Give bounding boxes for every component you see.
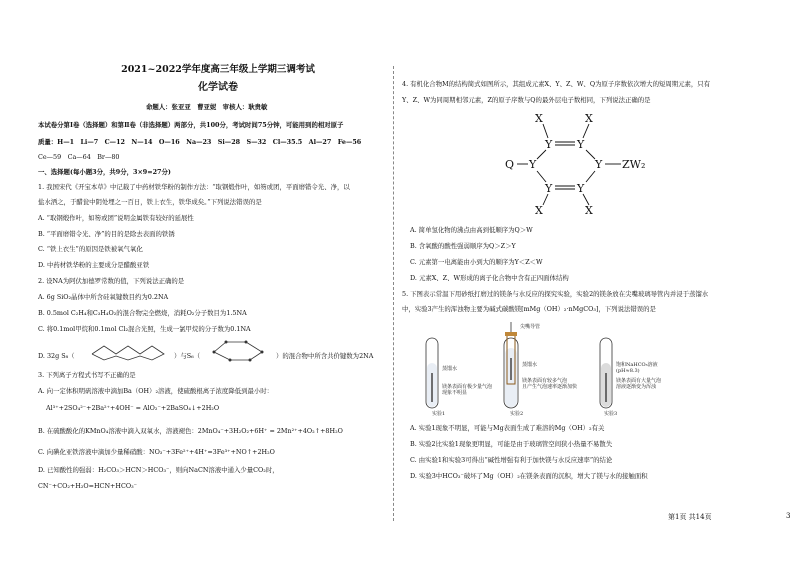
exp2-note-2: 且产生气泡速率逐渐加快 xyxy=(522,384,578,390)
q3-stem: 3. 下列离子方程式书写不正确的是 xyxy=(38,371,136,379)
exp1-note-2: 现象不明显 xyxy=(442,390,468,396)
s8-ring-diagram xyxy=(88,342,174,364)
exp2-note-1: 镁条表面有较多气泡 xyxy=(522,378,568,384)
q4-option-b: B. 含氧酸的酸性强弱顺序为Q＞Z＞Y xyxy=(410,242,516,250)
exp1-note-1: 镁条表面有极少量气泡 xyxy=(442,384,493,390)
q5-stem-1: 5. 下图表示常温下用砂纸打磨过的镁条与水反应的探究实验，实验2的镁条放在尖嘴玻璃导管内并浸于蒸馏水 xyxy=(402,290,709,298)
q2-option-d-pre: D. 32g S₈（ xyxy=(38,352,75,360)
q3-option-a-1: A. 向一定体积明矾溶液中滴加Ba（OH）₂溶液，使硫酸根离子浓度降低到最小时： xyxy=(38,387,274,395)
exp3-note-2: 溶液逐渐变为浑浊 xyxy=(616,384,657,390)
exp1-water-label: 蒸馏水 xyxy=(442,366,458,372)
group-zw2: ZW₂ xyxy=(622,158,646,171)
instructions-line3: Ce—59 Ca—64 Br—80 xyxy=(38,153,120,161)
exp2-tube-label: 尖嘴导管 xyxy=(520,324,541,330)
q4-structure-diagram xyxy=(497,108,697,220)
atom-x-bottom-left: X xyxy=(535,204,543,217)
section-heading: 一、选择题(每小题3分，共9分，3×9=27分) xyxy=(38,168,171,176)
q5-stem-2: 中，实验3产生的浑浊物主要为碱式碳酸镁[mMg（OH）₂·nMgCO₃]，下列说法错误的是 xyxy=(402,305,656,313)
atom-x-bottom-right: X xyxy=(585,204,593,217)
q3-option-a-2: Al³⁺+2SO₄²⁻+2Ba²⁺+4OH⁻ = AlO₂⁻+2BaSO₄↓+2H₂O xyxy=(46,404,220,412)
q1-stem-2: 盐水洒之，于醋瓮中阴处埋之一百日，铁上衣生，铁华成矣。”下列说法错误的是 xyxy=(38,198,262,206)
page-number: 第1页 共14页 xyxy=(668,513,712,521)
q3-option-d-2: CN⁻+CO₂+H₂O=HCN+HCO₃⁻ xyxy=(38,482,138,490)
q2-option-a: A. 6g SiO₂晶体中所含硅氧键数目约为0.2NA xyxy=(38,293,169,301)
atom-q: Q xyxy=(505,158,515,171)
exp3-note-1: 镁条表面有大量气泡 xyxy=(616,378,662,384)
exp1-label: 实验1 xyxy=(432,411,446,417)
q1-option-c: C. “铁上衣生”的原因是铁被氧气氧化 xyxy=(38,245,143,253)
atom-y-6: Y xyxy=(577,182,585,195)
q4-stem-1: 4. 有机化合物M的结构简式如图所示，其组成元素X、Y、Z、W、Q为原子序数依次增大的短周期元素，只有 xyxy=(402,80,711,88)
exam-title: 2021~2022学年度高三年级上学期三调考试 xyxy=(121,64,315,75)
q4-option-c: C. 元素第一电离能由小到大的顺序为Y＜Z＜W xyxy=(410,258,543,266)
atom-y-3: Y xyxy=(529,158,537,171)
atom-y-1: Y xyxy=(545,138,553,151)
exp3-solution-label: 饱和NaHCO₃溶液 xyxy=(616,362,658,368)
q5-option-d: D. 实验3中HCO₃⁻破坏了Mg（OH）₂在镁条表面的沉积，增大了镁与水的接触面积 xyxy=(410,472,648,480)
q5-option-b: B. 实验2比实验1现象更明显，可能是由于玻璃管空间狭小热量不易散失 xyxy=(410,440,613,448)
q5-option-a: A. 实验1现象不明显，可能与Mg表面生成了难溶的Mg（OH）₂有关 xyxy=(410,424,605,432)
q4-option-a: A. 简单氢化物的沸点由高到低顺序为Q＞W xyxy=(410,226,533,234)
exp3-ph-label: (pH≈8.3) xyxy=(616,368,640,374)
q1-option-b: B. “平面磨错令光、净”的目的是除去表面的铁锈 xyxy=(38,230,175,238)
column-divider xyxy=(393,66,394,521)
q1-option-d: D. 中药材铁华粉的主要成分是醋酸亚铁 xyxy=(38,261,150,269)
q2-option-d-mid: ）与S₆（ xyxy=(174,352,201,360)
q2-option-c: C. 将0.1mol甲烷和0.1mol Cl₂混合光照，生成一氯甲烷的分子数为0.1NA xyxy=(38,325,251,333)
instructions-line1: 本试卷分第Ⅰ卷（选择题）和第Ⅱ卷（非选择题）两部分，共100分，考试时间75分钟，可能用到的相对原子 xyxy=(38,121,344,129)
atom-x-top-left: X xyxy=(535,112,543,125)
atom-x-top-right: X xyxy=(585,112,593,125)
q4-stem-2: Y、Z、W为同周期相邻元素，Z的原子序数与Q的最外层电子数相同，下列说法正确的是 xyxy=(402,96,651,104)
subject-title: 化学试卷 xyxy=(198,82,238,93)
atom-y-2: Y xyxy=(577,138,585,151)
q3-option-b: B. 在硫酸酸化的KMnO₄溶液中滴入双氧水，溶液褪色：2MnO₄⁻+3H₂O₂+6H⁺ = 2Mn²⁺+4O₂↑+8H₂O xyxy=(38,427,343,435)
exp2-label: 实验2 xyxy=(510,411,524,417)
exp2-water-label: 蒸馏水 xyxy=(522,362,538,368)
s6-ring-diagram xyxy=(206,338,276,364)
q2-option-d-post: ）的混合物中所含共价键数为2NA xyxy=(276,352,374,360)
q1-stem-1: 1. 我国宋代《开宝本草》中记载了中药材铁华粉的制作方法：“取钢煅作叶，如笏或团，平面磨错令光、净，以 xyxy=(38,183,350,191)
side-mark: 3 xyxy=(786,512,791,520)
q3-option-c: C. 向碘化亚铁溶液中滴加少量稀硝酸：NO₃⁻+3Fe²⁺+4H⁺=3Fe³⁺+NO↑+2H₂O xyxy=(38,448,275,456)
atom-y-4: Y xyxy=(595,158,603,171)
q5-experiment-diagram xyxy=(412,318,702,418)
instructions-line2: 质量：H—1 Li—7 C—12 N—14 O—16 Na—23 Si—28 S—32 Cl—35.5 Al—27 Fe—56 xyxy=(38,138,362,146)
q4-option-d: D. 元素X、Z、W形成的离子化合物中含有正四面体结构 xyxy=(410,274,569,282)
proposers: 命题人：张亚亚 曹亚妮 审核人：耿贵敏 xyxy=(146,103,268,111)
atom-y-5: Y xyxy=(545,182,553,195)
q2-option-b: B. 0.5mol C₂H₄和C₃H₄O₂的混合物完全燃烧，消耗O₂分子数目为1.5NA xyxy=(38,309,247,317)
q1-option-a: A. “取钢煅作叶，如笏或团”说明金属铁有较好的延展性 xyxy=(38,214,194,222)
exp3-label: 实验3 xyxy=(604,411,618,417)
q3-option-d-1: D. 已知酸性的强弱：H₂CO₃＞HCN＞HCO₃⁻，则向NaCN溶液中通入少量CO₂时， xyxy=(38,466,279,474)
q5-option-c: C. 由实验1和实验3可得出“碱性增强有利于加快镁与水反应速率”的结论 xyxy=(410,456,613,464)
q2-stem: 2. 设NA为阿伏加德罗常数的值，下列说法正确的是 xyxy=(38,277,185,285)
